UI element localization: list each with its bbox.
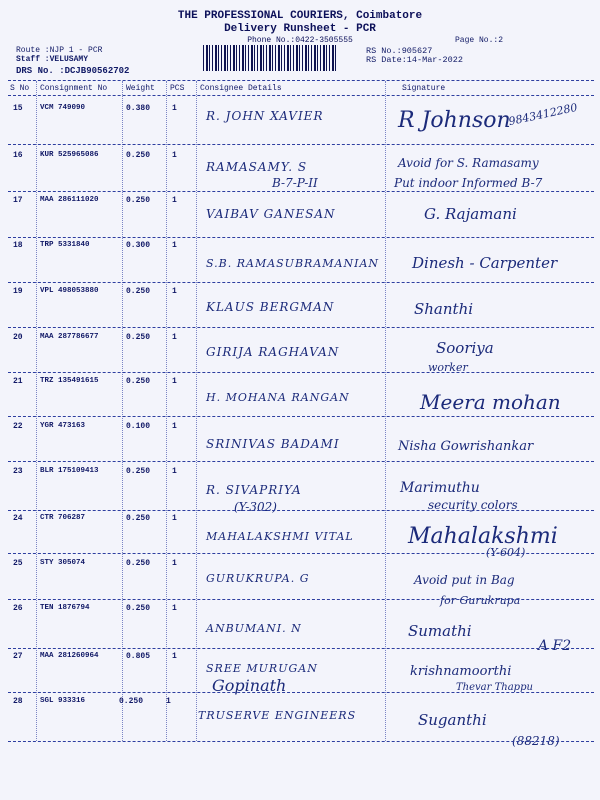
row-sno: 21 xyxy=(13,377,23,386)
row-signature-note: Put indoor Informed B-7 xyxy=(394,176,543,190)
row-weight: 0.250 xyxy=(119,697,144,706)
row-divider xyxy=(8,648,594,649)
row-consignee: GURUKRUPA. G xyxy=(206,572,310,585)
row-pcs: 1 xyxy=(172,241,177,250)
row-signature: Sumathi xyxy=(408,622,472,640)
row-signature-note: for Gurukrupa xyxy=(440,594,521,607)
row-pcs: 1 xyxy=(172,467,177,476)
row-weight: 0.250 xyxy=(126,559,151,568)
row-divider xyxy=(8,372,594,373)
row-signature: Dinesh - Carpenter xyxy=(412,254,558,272)
column-divider xyxy=(166,81,167,741)
row-divider xyxy=(8,237,594,238)
row-consignment: MAA 287786677 xyxy=(40,333,99,341)
row-consignment: MAA 286111020 xyxy=(40,196,99,204)
row-sno: 25 xyxy=(13,559,23,568)
row-signature: G. Rajamani xyxy=(424,205,517,223)
row-sno: 26 xyxy=(13,604,23,613)
row-sno: 28 xyxy=(13,697,23,706)
row-consignment: BLR 175109413 xyxy=(40,467,99,475)
column-divider xyxy=(36,81,37,741)
row-consignee: MAHALAKSHMI VITAL xyxy=(206,530,354,543)
row-divider xyxy=(8,282,594,283)
row-pcs: 1 xyxy=(172,104,177,113)
col-header-consignment: Consignment No xyxy=(40,84,108,93)
col-header-pcs: PCS xyxy=(170,84,185,93)
row-consignee: R. JOHN XAVIER xyxy=(206,109,324,123)
row-sno: 18 xyxy=(13,241,23,250)
row-consignee: SRINIVAS BADAMI xyxy=(206,437,340,451)
row-weight: 0.300 xyxy=(126,241,151,250)
row-consignment: YGR 473163 xyxy=(40,422,86,430)
row-weight: 0.250 xyxy=(126,151,151,160)
row-consignee: GIRIJA RAGHAVAN xyxy=(206,345,340,359)
row-consignment: VCM 749090 xyxy=(40,104,86,112)
row-signature: Sooriya xyxy=(436,339,494,357)
row-weight: 0.250 xyxy=(126,514,151,523)
row-pcs: 1 xyxy=(166,697,171,706)
row-signature: Avoid put in Bag xyxy=(414,573,515,587)
row-signature-note: (88218) xyxy=(512,734,560,748)
row-divider xyxy=(8,461,594,462)
row-divider xyxy=(8,692,594,693)
row-consignee: S.B. RAMASUBRAMANIAN xyxy=(206,257,380,270)
staff-info: Staff :VELUSAMY xyxy=(16,55,89,64)
row-signature: Suganthi xyxy=(418,711,487,729)
document-title: Delivery Runsheet - PCR xyxy=(224,23,376,35)
route-info: Route :NJP 1 - PCR xyxy=(16,46,103,55)
row-sno: 23 xyxy=(13,467,23,476)
row-consignee-note: Gopinath xyxy=(212,676,287,695)
row-signature-note: 9843412280 xyxy=(507,100,579,129)
row-sno: 17 xyxy=(13,196,23,205)
row-weight: 0.250 xyxy=(126,377,151,386)
row-weight: 0.250 xyxy=(126,467,151,476)
row-pcs: 1 xyxy=(172,559,177,568)
row-consignment: MAA 281260964 xyxy=(40,652,99,660)
row-signature-note: worker xyxy=(428,361,468,374)
row-weight: 0.805 xyxy=(126,652,151,661)
col-header-consignee: Consignee Details xyxy=(200,84,282,93)
row-pcs: 1 xyxy=(172,377,177,386)
row-pcs: 1 xyxy=(172,604,177,613)
row-sno: 15 xyxy=(13,104,23,113)
row-signature-note: A F2 xyxy=(538,638,572,654)
row-consignment: TRP 5331840 xyxy=(40,241,90,249)
row-divider xyxy=(8,553,594,554)
phone-number: Phone No.:0422-3505555 xyxy=(247,36,353,45)
row-divider xyxy=(8,327,594,328)
row-sno: 19 xyxy=(13,287,23,296)
row-weight: 0.250 xyxy=(126,196,151,205)
row-signature: Avoid for S. Ramasamy xyxy=(398,156,539,170)
page-number: Page No.:2 xyxy=(455,36,504,45)
row-weight: 0.250 xyxy=(126,604,151,613)
row-sno: 22 xyxy=(13,422,23,431)
row-consignment: TRZ 135491615 xyxy=(40,377,99,385)
row-consignee-note: B-7-P-II xyxy=(272,176,318,190)
row-consignment: SGL 933316 xyxy=(40,697,86,705)
row-signature-note: Thevar Thappu xyxy=(456,682,533,693)
row-consignment: VPL 498053880 xyxy=(40,287,99,295)
rs-date: RS Date:14-Mar-2022 xyxy=(366,55,463,65)
col-header-sno: S No xyxy=(10,84,30,93)
row-consignee: ANBUMANI. N xyxy=(206,622,302,635)
row-signature: Meera mohan xyxy=(420,390,561,414)
row-signature-note: (Y-604) xyxy=(486,546,526,559)
row-divider xyxy=(8,191,594,192)
row-pcs: 1 xyxy=(172,514,177,523)
row-consignee: VAIBAV GANESAN xyxy=(206,207,336,221)
company-title: THE PROFESSIONAL COURIERS, Coimbatore xyxy=(177,10,423,22)
row-pcs: 1 xyxy=(172,287,177,296)
table-bottom-rule xyxy=(8,741,594,742)
row-signature: R Johnson xyxy=(398,108,511,133)
row-weight: 0.100 xyxy=(126,422,151,431)
row-pcs: 1 xyxy=(172,652,177,661)
row-signature-note: security colors xyxy=(428,498,518,512)
drs-number: DRS No. :DCJB90562702 xyxy=(16,66,130,76)
row-consignee: RAMASAMY. S xyxy=(206,160,308,174)
row-consignment: STY 305074 xyxy=(40,559,86,567)
row-weight: 0.380 xyxy=(126,104,151,113)
col-header-weight: Weight xyxy=(126,84,155,93)
row-signature: Mahalakshmi xyxy=(408,524,558,549)
barcode-image xyxy=(203,45,338,71)
header-rule-bottom xyxy=(8,95,594,96)
row-sno: 20 xyxy=(13,333,23,342)
row-consignment: TEN 1876794 xyxy=(40,604,90,612)
rs-number: RS No.:905627 xyxy=(366,46,433,56)
row-consignee: TRUSERVE ENGINEERS xyxy=(198,709,357,722)
row-consignee: H. MOHANA RANGAN xyxy=(206,391,350,404)
column-divider xyxy=(196,81,197,741)
row-consignee-note: (Y-302) xyxy=(234,500,277,514)
row-signature: krishnamoorthi xyxy=(410,664,512,679)
row-consignment: CTR 706287 xyxy=(40,514,86,522)
row-signature: Shanthi xyxy=(414,300,474,318)
col-header-signature: Signature xyxy=(402,84,446,93)
row-consignment: KUR 525965086 xyxy=(40,151,99,159)
column-divider xyxy=(122,81,123,741)
column-divider xyxy=(385,81,386,741)
row-consignee: KLAUS BERGMAN xyxy=(206,300,335,314)
row-sno: 16 xyxy=(13,151,23,160)
row-weight: 0.250 xyxy=(126,333,151,342)
row-signature: Nisha Gowrishankar xyxy=(398,439,534,454)
row-divider xyxy=(8,599,594,600)
row-consignee: R. SIVAPRIYA xyxy=(206,483,302,497)
row-signature: Marimuthu xyxy=(400,480,480,496)
row-pcs: 1 xyxy=(172,422,177,431)
row-weight: 0.250 xyxy=(126,287,151,296)
row-sno: 27 xyxy=(13,652,23,661)
row-pcs: 1 xyxy=(172,196,177,205)
row-consignee: SREE MURUGAN xyxy=(206,662,318,675)
header-rule-top xyxy=(8,80,594,81)
row-divider xyxy=(8,510,594,511)
row-pcs: 1 xyxy=(172,151,177,160)
row-pcs: 1 xyxy=(172,333,177,342)
row-divider xyxy=(8,144,594,145)
row-sno: 24 xyxy=(13,514,23,523)
row-divider xyxy=(8,416,594,417)
